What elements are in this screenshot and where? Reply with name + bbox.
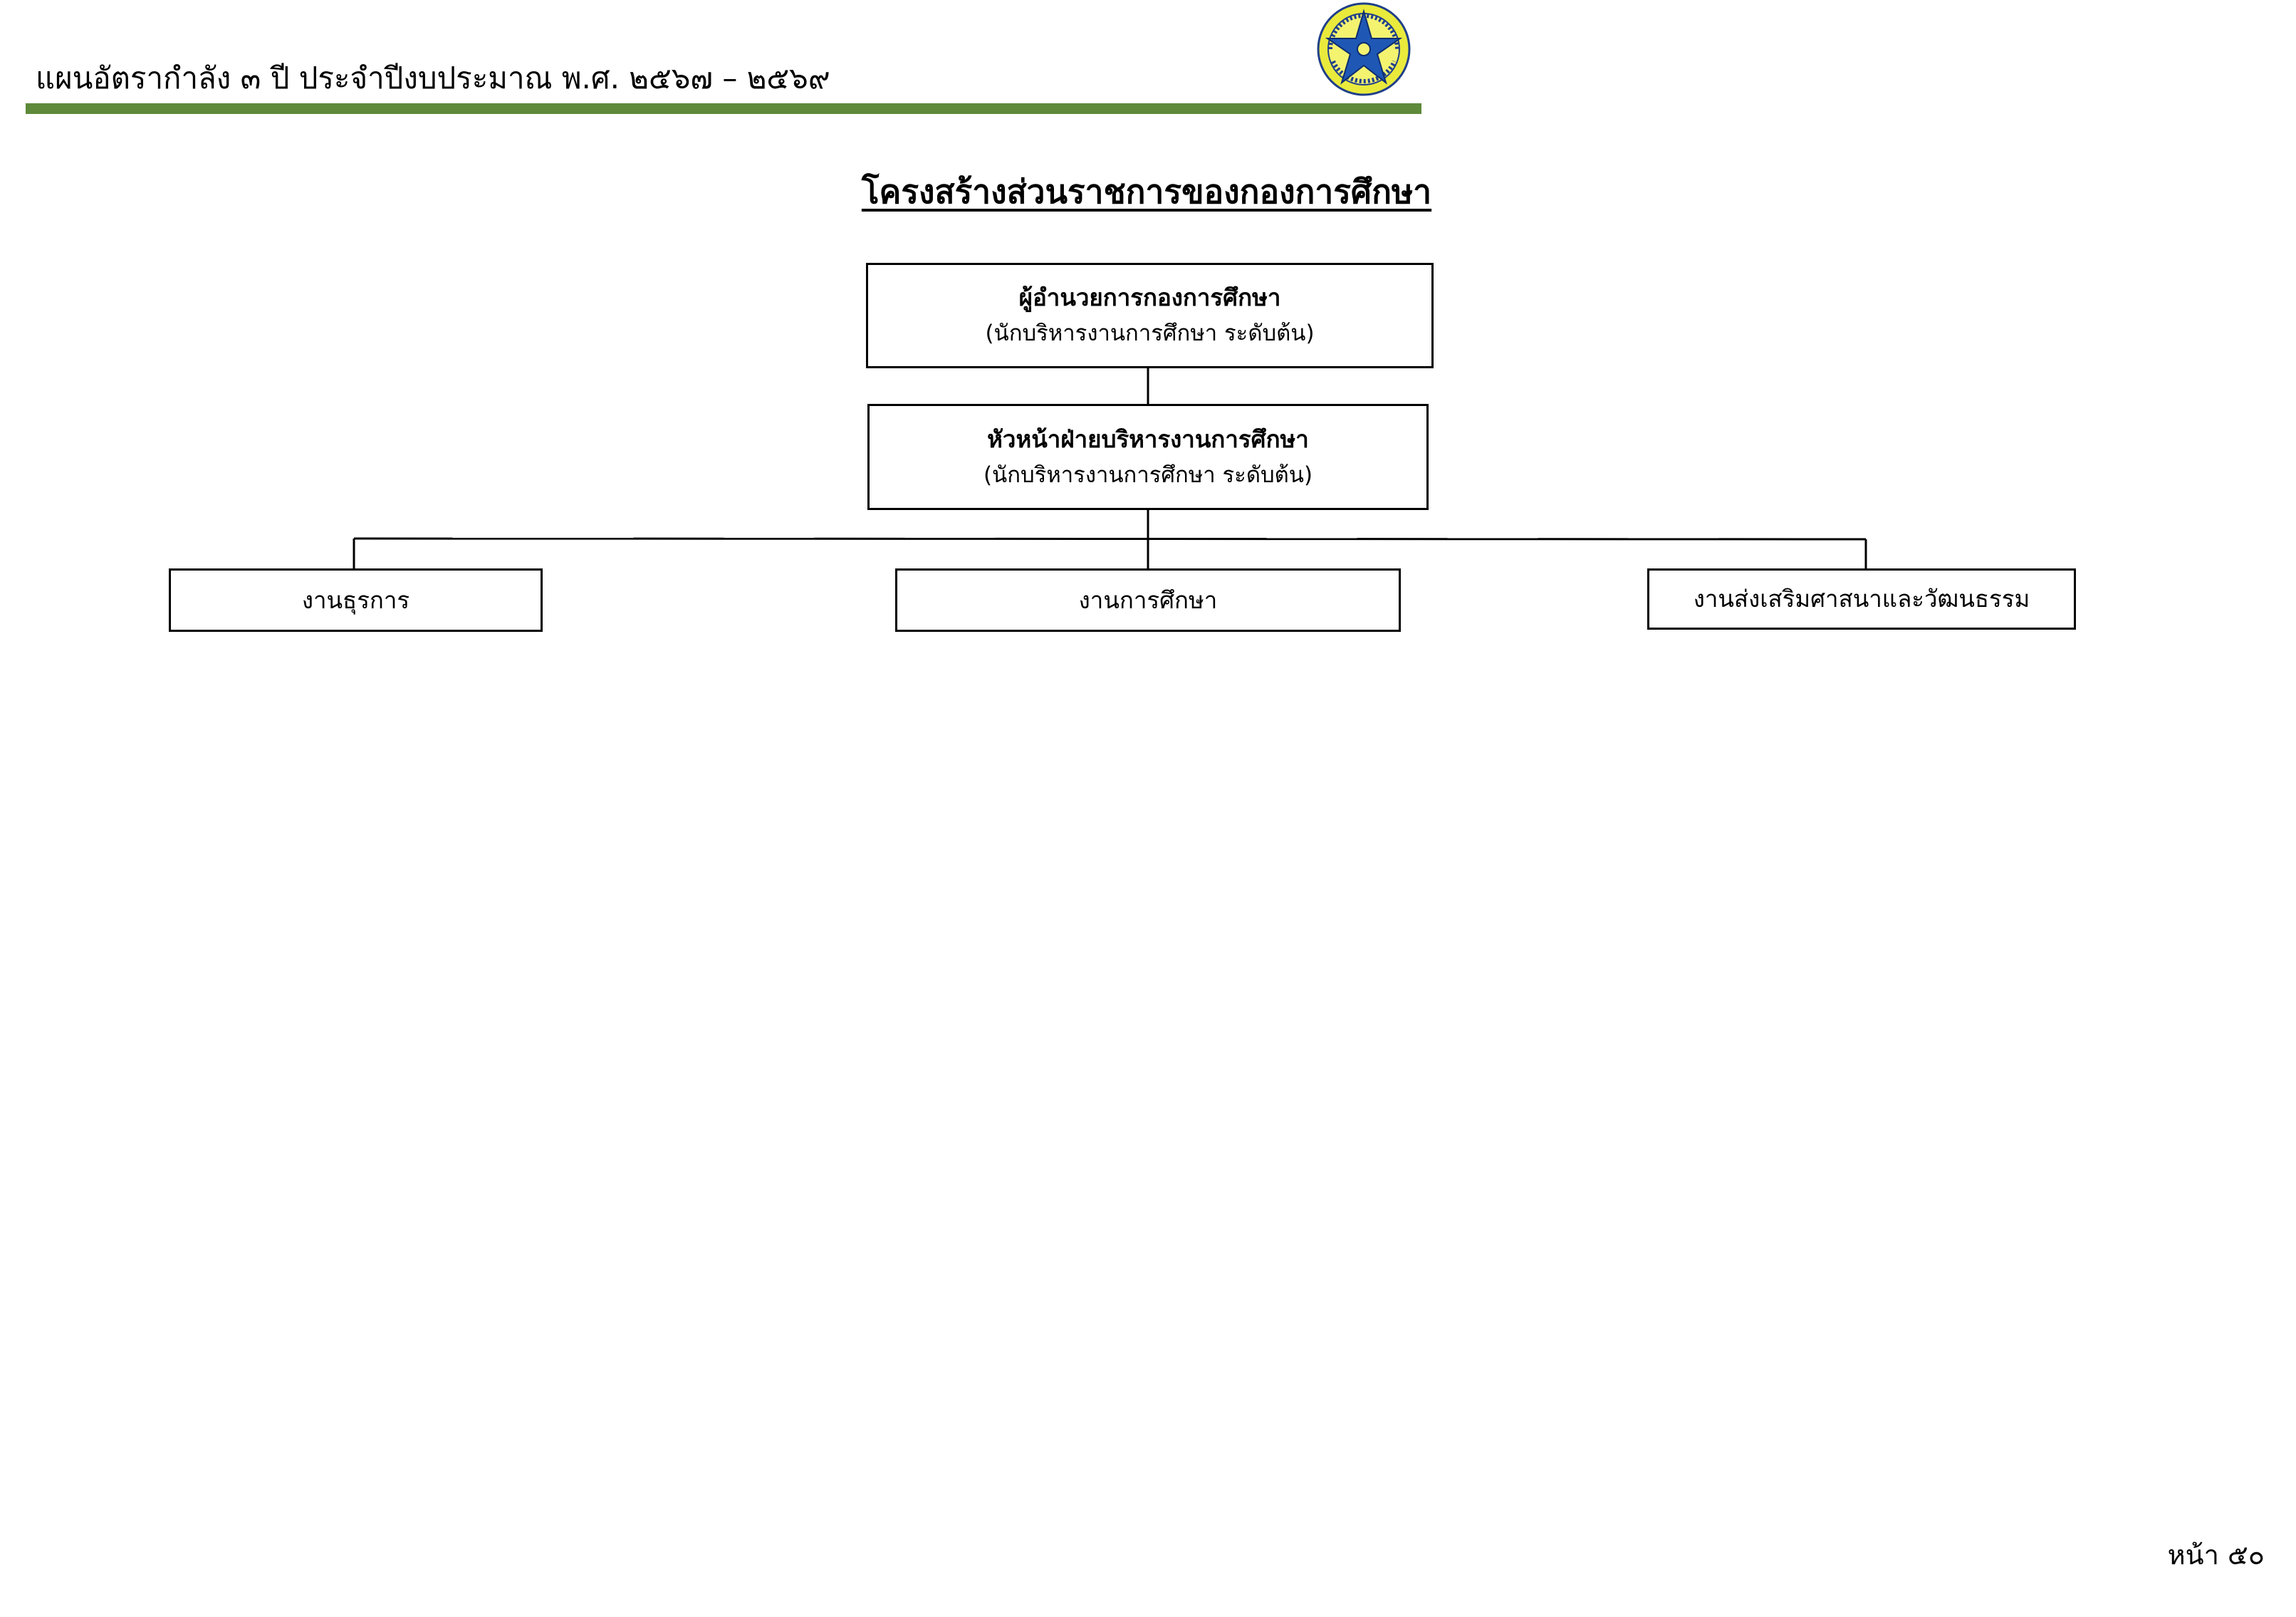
division-head-title: หัวหน้าฝ่ายบริหารงานการศึกษา <box>987 425 1309 453</box>
document-title: โครงสร้างส่วนราชการของกองการศึกษา <box>861 172 1432 211</box>
division-head-position: (นักบริหารงานการศึกษา ระดับต้น) <box>983 462 1313 488</box>
division-head-box <box>867 404 1429 510</box>
unit-box-admin <box>169 568 543 632</box>
unit-label: งานธุรการ <box>301 586 410 614</box>
director-position: (นักบริหารงานการศึกษา ระดับต้น) <box>985 321 1315 346</box>
unit-box-education <box>895 568 1401 632</box>
header-divider <box>26 103 1421 114</box>
unit-label: งานส่งเสริมศาสนาและวัฒนธรรม <box>1693 585 2030 613</box>
unit-box-religion-culture <box>1647 568 2076 630</box>
unit-label: งานการศึกษา <box>1078 586 1218 614</box>
director-box <box>866 263 1434 368</box>
municipal-emblem-icon <box>1316 1 1411 97</box>
page-number: หน้า ๕๐ <box>2167 1539 2265 1571</box>
director-title: ผู้อำนวยการกองการศึกษา <box>1018 284 1281 311</box>
header-title: แผนอัตรากำลัง ๓ ปี ประจำปีงบประมาณ พ.ศ. ๒๕๖๗ – ๒๕๖๙ <box>36 61 830 95</box>
